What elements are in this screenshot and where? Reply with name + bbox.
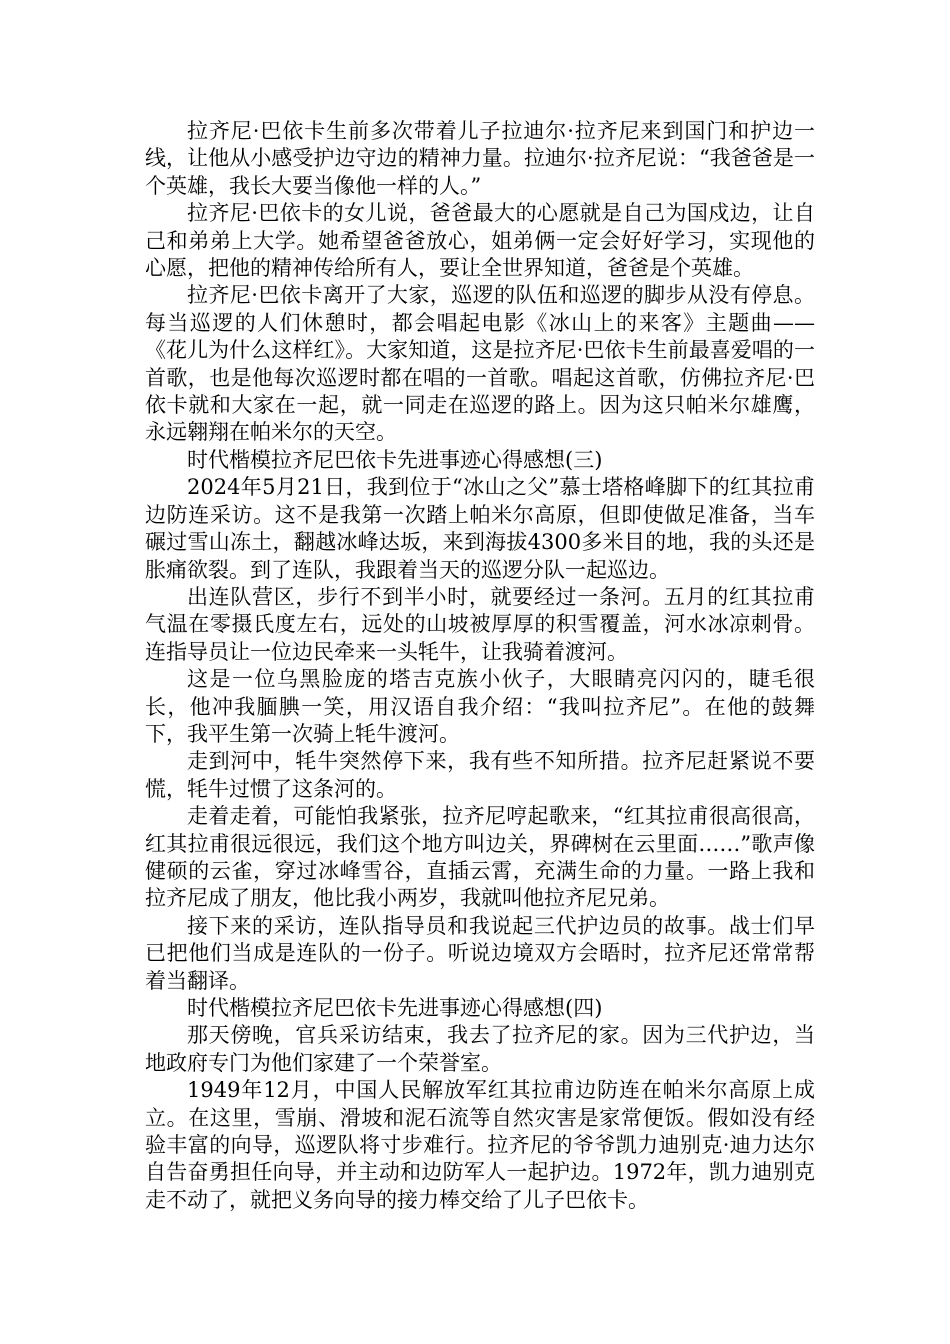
paragraph: 接下来的采访，连队指导员和我说起三代护边员的故事。战士们早已把他们当成是连队的一份子。听说边境双方会晤时，拉齐尼还常常帮着当翻译。 [145, 913, 815, 993]
paragraph: 拉齐尼·巴依卡离开了大家，巡逻的队伍和巡逻的脚步从没有停息。每当巡逻的人们休憩时，都会唱起电影《冰山上的来客》主题曲——《花儿为什么这样红》。大家知道，这是拉齐尼·巴依卡生前最喜爱唱的一首歌，也是他每次巡逻时都在唱的一首歌。唱起这首歌，仿佛拉齐尼·巴依卡就和大家在一起，就一同走在巡逻的路上。因为这只帕米尔雄鹰，永远翱翔在帕米尔的天空。 [145, 283, 815, 445]
paragraph: 出连队营区，步行不到半小时，就要经过一条河。五月的红其拉甫气温在零摄氏度左右，远处的山坡被厚厚的积雪覆盖，河水冰凉刺骨。连指导员让一位边民牵来一头牦牛，让我骑着渡河。 [145, 584, 815, 664]
paragraph: 走到河中，牦牛突然停下来，我有些不知所措。拉齐尼赶紧说不要慌，牦牛过惯了这条河的。 [145, 749, 815, 801]
document-page [145, 118, 815, 1214]
paragraph: 走着走着，可能怕我紧张，拉齐尼哼起歌来，“红其拉甫很高很高，红其拉甫很远很远，我们这个地方叫边关，界碑树在云里面……”歌声像健硕的云雀，穿过冰峰雪谷，直插云霄，充满生命的力量。一路上我和拉齐尼成了朋友，他比我小两岁，我就叫他拉齐尼兄弟。 [145, 804, 815, 911]
paragraph: 拉齐尼·巴依卡的女儿说，爸爸最大的心愿就是自己为国戍边，让自己和弟弟上大学。她希望爸爸放心，姐弟俩一定会好好学习，实现他的心愿，把他的精神传给所有人，要让全世界知道，爸爸是个英雄。 [145, 201, 815, 281]
section-heading: 时代楷模拉齐尼巴依卡先进事迹心得感想(三) [187, 447, 603, 472]
paragraph: 这是一位乌黑脸庞的塔吉克族小伙子，大眼睛亮闪闪的，睫毛很长，他冲我腼腆一笑，用汉语自我介绍：“我叫拉齐尼”。在他的鼓舞下，我平生第一次骑上牦牛渡河。 [145, 667, 815, 746]
paragraph: 1949年12月，中国人民解放军红其拉甫边防连在帕米尔高原上成立。在这里，雪崩、滑坡和泥石流等自然灾害是家常便饭。假如没有经验丰富的向导，巡逻队将寸步难行。拉齐尼的爷爷凯力迪别克·迪力达尔自告奋勇担任向导，并主动和边防军人一起护边。1972年，凯力迪别克走不动了，就把义务向导的接力棒交给了儿子巴依卡。 [145, 1078, 815, 1212]
section-heading: 时代楷模拉齐尼巴依卡先进事迹心得感想(四) [187, 996, 603, 1020]
paragraph: 那天傍晚，官兵采访结束，我去了拉齐尼的家。因为三代护边，当地政府专门为他们家建了一个荣誉室。 [145, 1023, 815, 1075]
paragraph: 2024年5月21日，我到位于“冰山之父”慕士塔格峰脚下的红其拉甫边防连采访。这不是我第一次踏上帕米尔高原，但即使做足准备，当车碾过雪山冻土，翻越冰峰达坂，来到海拔4300多米目的地，我的头还是胀痛欲裂。到了连队，我跟着当天的巡逻分队一起巡边。 [145, 475, 815, 582]
paragraph: 拉齐尼·巴依卡生前多次带着儿子拉迪尔·拉齐尼来到国门和护边一线，让他从小感受护边守边的精神力量。拉迪尔·拉齐尼说：“我爸爸是一个英雄，我长大要当像他一样的人。” [145, 119, 815, 198]
